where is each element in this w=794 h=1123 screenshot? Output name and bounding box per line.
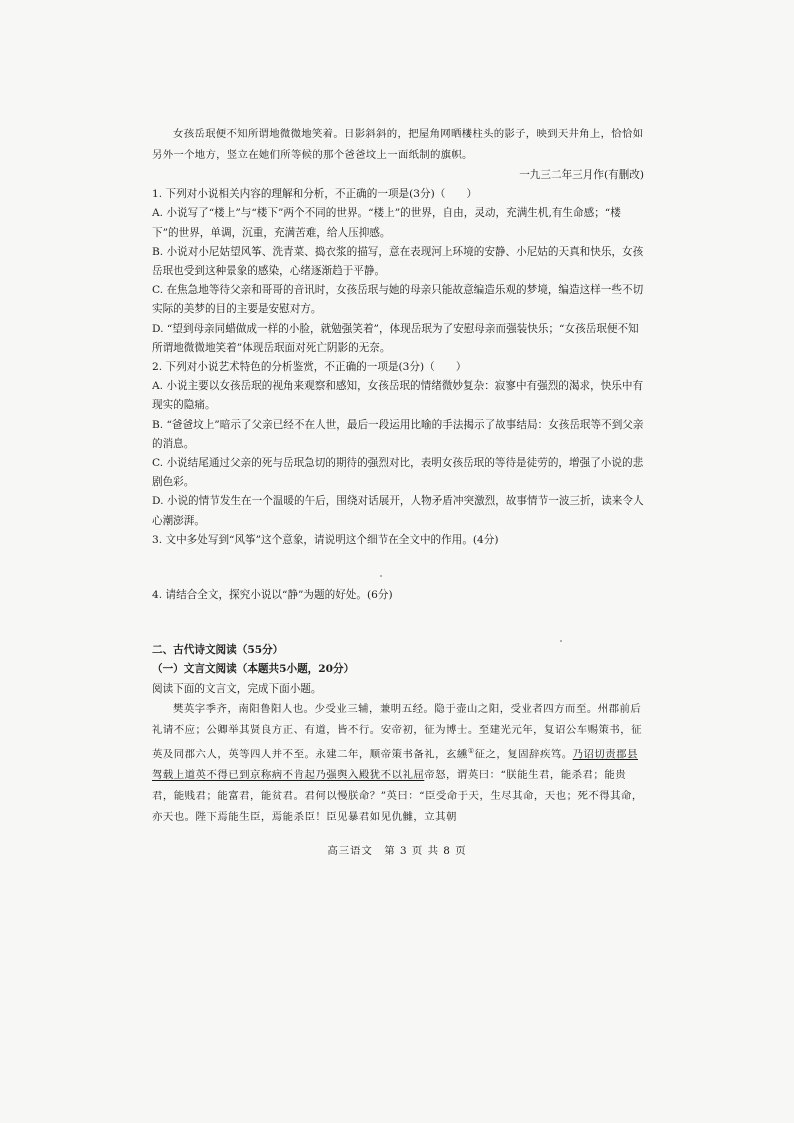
question-2 [152, 358, 644, 531]
story-closing-paragraph: 女孩岳珉便不知所谓地微微地笑着。日影斜斜的，把屋角网晒楼柱头的影子，映到天井角上，恰恰如另外一个地方，竖立在她们所等候的那个爸爸坟上一面纸制的旗帜。 [152, 128, 644, 161]
classical-passage [152, 699, 644, 828]
classical-underlined-sentence: 乃诏切责郡县驾载上道英不得已到京称病不肯起乃强舆入殿犹不以礼屈 [152, 748, 638, 782]
footnote-marker: ① [467, 746, 475, 755]
question-4: 4. 请结合全文，探究小说以“静”为题的好处。(6分) [152, 589, 393, 602]
answer-space-4 [152, 605, 644, 641]
page-footer: 高三语文 第 3 页 共 8 页 [327, 845, 467, 857]
classical-text-part-3: 帝怒，谓英曰：“朕能生君，能杀君；能贵君，能贱君；能富君，能贫君。君何以慢朕命？”英曰：“臣受命于天，生尽其命，天也；死不得其命，亦天也。陛下焉能生臣，焉能杀臣！臣见暴君如见仇雠，立其朝 [152, 769, 643, 824]
section-title: 二、古代诗文阅读（55分） [152, 644, 284, 657]
section-subtitle: （一）文言文阅读（本题共5小题，20分） [152, 663, 355, 676]
question-1-option-c: C. 在焦急地等待父亲和哥哥的音讯时，女孩岳珉与她的母亲只能故意编造乐观的梦境，编造这样一些不切实际的美梦的目的主要是安慰对方。 [152, 284, 644, 316]
question-2-option-d: D. 小说的情节发生在一个温暖的午后，围绕对话展开，人物矛盾冲突激烈，故事情节一波三折，读来令人心潮澎湃。 [152, 495, 644, 527]
question-2-stem: 2. 下列对小说艺术特色的分析鉴赏，不正确的一项是(3分)（ ） [152, 361, 467, 374]
story-signature: 一九三二年三月作(有删改) [519, 169, 644, 181]
classical-text-part-2: 征之，复固辞疾笃。 [474, 748, 573, 761]
question-3: 3. 文中多处写到“风筝”这个意象，请说明这个细节在全文中的作用。(4分) [152, 533, 499, 546]
question-2-option-c: C. 小说结尾通过父亲的死与岳珉急切的期待的强烈对比，表明女孩岳珉的等待是徒劳的，增强了小说的悲剧色彩。 [152, 457, 644, 489]
page-content [152, 124, 644, 828]
classical-text-part-1: 樊英字季齐，南阳鲁阳人也。少受业三辅，兼明五经。隐于壶山之阳，受业者四方而至。州郡前后礼请不应；公卿举其贤良方正、有道，皆不行。安帝初，征为博士。至建光元年，复诏公车赐策书，征英及同郡六人，英等四人并不至。永建二年，顺帝策书备礼，玄纁 [152, 702, 643, 761]
question-1-stem: 1. 下列对小说相关内容的理解和分析，不正确的一项是(3分)（ ） [152, 188, 478, 201]
question-1-option-d: D. “望到母亲同蜡做成一样的小脸，就勉强笑着”，体现岳珉为了安慰母亲而强装快乐；“女孩岳珉便不知所谓地微微地笑着”体现岳珉面对死亡阴影的无奈。 [152, 322, 639, 354]
question-1-option-a: A. 小说写了“楼上”与“楼下”两个不同的世界。“楼上”的世界，自由，灵动，充满生机,有生命感；“楼下”的世界，单调，沉重，充满苦难，给人压抑感。 [152, 207, 621, 239]
question-2-option-a: A. 小说主要以女孩岳珉的视角来观察和感知，女孩岳珉的情绪微妙复杂：寂寥中有强烈的渴求，快乐中有现实的隐痛。 [152, 380, 644, 412]
question-2-option-b: B. “爸爸坟上”暗示了父亲已经不在人世，最后一段运用比喻的手法揭示了故事结局：女孩岳珉等不到父亲的消息。 [152, 418, 644, 450]
question-1-option-b: B. 小说对小尼姑望风筝、洗青菜、捣衣浆的描写，意在表现河上环境的安静、小尼姑的天真和快乐，女孩岳珉也受到这种景象的感染，心绪逐渐趋于平静。 [152, 245, 644, 278]
answer-space-3 [152, 550, 644, 586]
section-instruction: 阅读下面的文言文，完成下面小题。 [152, 682, 322, 695]
question-1 [152, 185, 644, 358]
